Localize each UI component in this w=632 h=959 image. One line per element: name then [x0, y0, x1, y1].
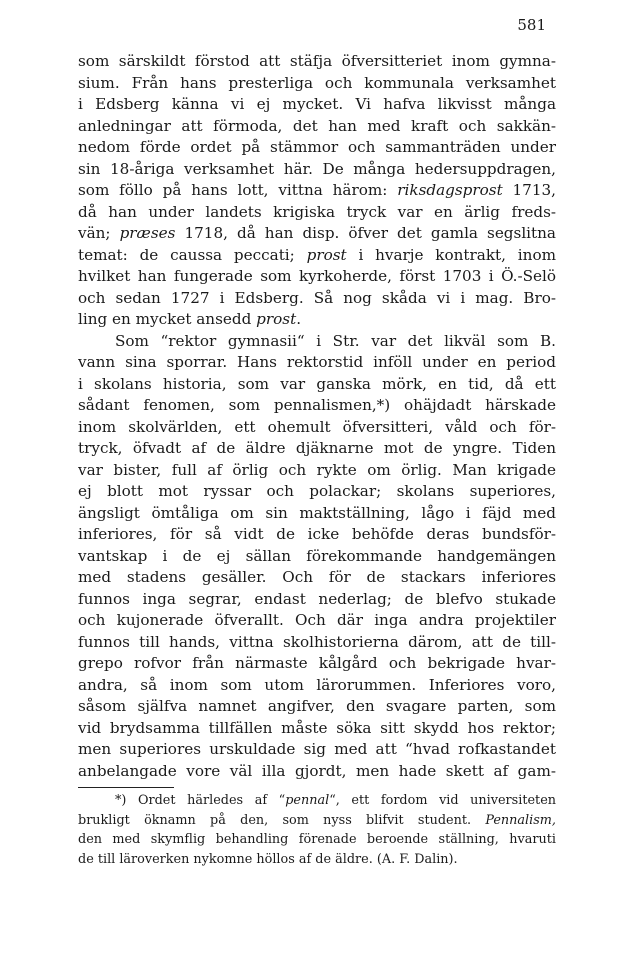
text-line: vantskap i de ej sällan förekommande handgemängen: [78, 546, 556, 565]
footnote-divider: [78, 787, 174, 788]
text-line: i Edsberg känna vi ej mycket. Vi hafva likvisst många: [78, 95, 556, 113]
text-line: vid brydsamma tillfällen måste söka sitt skydd hos rektor;: [78, 718, 556, 737]
text-line: med stadens gesäller. Och för de stackars inferiores: [78, 568, 556, 586]
page-number: 581: [517, 16, 546, 34]
text-line: såsom själfva namnet angifver, den svagare parten, som: [78, 697, 556, 715]
text-line: var bister, full af örlig och rykte om örlig. Man krigade: [78, 460, 556, 479]
text-line: i skolans historia, som var ganska mörk, en tid, då ett: [78, 374, 556, 393]
text-line: ängsligt ömtåliga om sin maktställning, lågo i fäjd med: [78, 503, 556, 522]
text-line: vän; præses 1718, då han disp. öfver det gamla segslitna: [78, 224, 556, 242]
footnote-line: *) Ordet härledes af “pennal“, ett fordom vid universiteten: [115, 793, 556, 808]
text-line: inom skolvärlden, ett ohemult öfversitteri, våld och för-: [78, 417, 556, 436]
text-line: ej blott mot ryssar och polackar; skolans superiores,: [78, 482, 556, 500]
footnote: [78, 791, 556, 869]
text-line: funnos inga segrar, endast nederlag; de blefvo stukade: [78, 589, 556, 608]
text-line: vann sina sporrar. Hans rektorstid inföll under en period: [78, 353, 556, 371]
text-line: sin 18-åriga verksamhet här. De många hedersuppdragen,: [78, 159, 556, 178]
text-line: anledningar att förmoda, det han med kraft och sakkän-: [78, 116, 556, 135]
text-line: grepo rofvor från närmaste kålgård och bekrigade hvar-: [78, 654, 556, 672]
text-line: som föllo på hans lott, vittna härom: riksdagsprost 1713,: [78, 181, 556, 199]
footnote-line: den med skymflig behandling förenade beroende ställning, hvaruti: [78, 832, 556, 847]
text-line: ling en mycket ansedd prost.: [78, 310, 302, 328]
text-line: då han under landets krigiska tryck var en ärlig freds-: [78, 202, 556, 221]
text-line: sådant fenomen, som pennalismen,*) ohäjdadt härskade: [78, 396, 556, 414]
text-line: som särskildt förstod att stäfja öfversitteriet inom gymna-: [78, 52, 556, 70]
text-line: anbelangade vore väl illa gjordt, men hade skett af gam-: [78, 761, 556, 780]
text-line: nedom förde ordet på stämmor och sammanträden under: [78, 138, 556, 156]
text-line: och sedan 1727 i Edsberg. Så nog skåda vi i mag. Bro-: [78, 288, 556, 307]
text-line: funnos till hands, vittna skolhistorierna därom, att de till-: [78, 632, 556, 651]
text-line: men superiores urskuldade sig med att “hvad rofkastandet: [78, 740, 556, 758]
text-line: temat: de caussa peccati; prost i hvarje kontrakt, inom: [78, 245, 556, 264]
text-line: och kujonerade öfverallt. Och där inga andra projektiler: [78, 611, 556, 629]
text-line: andra, så inom som utom lärorummen. Inferiores voro,: [78, 675, 556, 694]
text-line: sium. Från hans presterliga och kommunala verksamhet: [78, 73, 556, 92]
text-line: tryck, öfvadt af de äldre djäknarne mot de yngre. Tiden: [78, 439, 556, 457]
footnote-line: de till läroverken nykomne höllos af de äldre. (A. F. Dalin).: [78, 851, 458, 867]
footnote-line: brukligt öknamn på den, som nyss blifvit student. Pennalism,: [78, 812, 556, 828]
text-line: hvilket han fungerade som kyrkoherde, först 1703 i Ö.-Selö: [78, 267, 556, 285]
body-text: [78, 51, 556, 782]
text-line: Som “rektor gymnasii“ i Str. var det likväl som B.: [115, 331, 556, 350]
text-line: inferiores, för så vidt de icke behöfde deras bundsför-: [78, 525, 556, 543]
